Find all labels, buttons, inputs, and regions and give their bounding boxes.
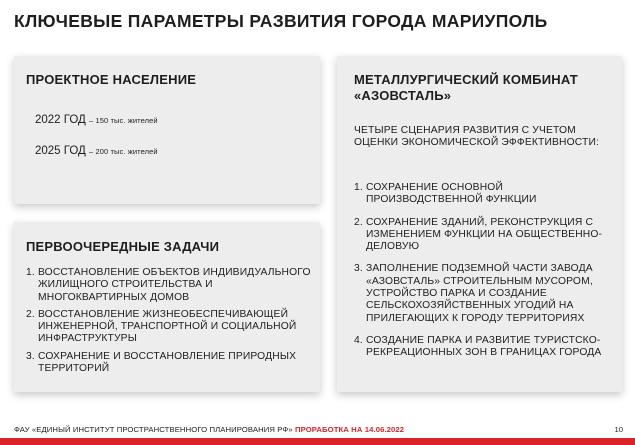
- plant-heading-line: МЕТАЛЛУРГИЧЕСКИЙ КОМБИНАТ: [354, 72, 578, 87]
- list-item: [354, 335, 616, 360]
- list-item-text: СОХРАНЕНИЕ И ВОССТАНОВЛЕНИЕ ПРИРОДНЫХ ТЕРРИТОРИЙ: [38, 350, 297, 375]
- list-item-number: 3.: [26, 350, 35, 362]
- population-value: – 150 тыс. жителей: [89, 116, 158, 125]
- list-item: [354, 263, 616, 324]
- population-panel: [14, 56, 320, 204]
- list-item: [354, 217, 616, 254]
- list-item-text: СОЗДАНИЕ ПАРКА И РАЗВИТИЕ ТУРИСТСКО-РЕКРЕАЦИОННЫХ ЗОН В ГРАНИЦАХ ГОРОДА: [366, 334, 602, 359]
- list-item-number: 2.: [26, 308, 35, 320]
- footer-org: ФАУ «ЕДИНЫЙ ИНСТИТУТ ПРОСТРАНСТВЕННОГО ПЛАНИРОВАНИЯ РФ»: [14, 425, 293, 434]
- plant-heading: [354, 72, 578, 104]
- list-item: [26, 351, 316, 376]
- list-item-number: 2.: [354, 216, 363, 228]
- steel-plant-panel: [337, 56, 622, 392]
- list-item: [354, 182, 616, 207]
- list-item-number: 1.: [354, 182, 363, 193]
- list-item-text: СОХРАНЕНИЕ ЗДАНИЙ, РЕКОНСТРУКЦИЯ С ИЗМЕНЕНИЕМ ФУНКЦИИ НА ОБЩЕСТВЕННО-ДЕЛОВУЮ: [366, 216, 603, 253]
- list-item-number: 1.: [26, 267, 35, 278]
- scenarios-list: [354, 182, 616, 370]
- footer: [14, 425, 404, 434]
- population-year: 2025 ГОД: [35, 145, 86, 157]
- population-heading: ПРОЕКТНОЕ НАСЕЛЕНИЕ: [26, 72, 197, 87]
- list-item: [26, 267, 316, 304]
- list-item: [26, 309, 316, 346]
- tasks-list: [26, 267, 316, 380]
- footer-date: ПРОРАБОТКА НА 14.06.2022: [294, 425, 405, 434]
- tasks-heading: ПЕРВООЧЕРЕДНЫЕ ЗАДАЧИ: [26, 239, 220, 254]
- list-item-text: СОХРАНЕНИЕ ОСНОВНОЙ ПРОИЗВОДСТВЕННОЙ ФУНКЦИИ: [366, 182, 537, 206]
- population-year: 2022 ГОД: [35, 114, 86, 126]
- page-title: КЛЮЧЕВЫЕ ПАРАМЕТРЫ РАЗВИТИЯ ГОРОДА МАРИУПОЛЬ: [14, 11, 548, 31]
- population-row-2025: [35, 145, 158, 157]
- tasks-panel: [14, 222, 320, 392]
- population-row-2022: [35, 114, 158, 126]
- list-item-number: 4.: [354, 334, 363, 346]
- accent-bar: [0, 438, 635, 445]
- page-number: 10: [614, 425, 623, 434]
- plant-heading-line: «АЗОВСТАЛЬ»: [354, 88, 452, 103]
- plant-intro: ЧЕТЫРЕ СЦЕНАРИЯ РАЗВИТИЯ С УЧЕТОМ ОЦЕНКИ ЭКОНОМИЧЕСКОЙ ЭФФЕКТИВНОСТИ:: [354, 125, 600, 149]
- list-item-text: ВОССТАНОВЛЕНИЕ ЖИЗНЕОБЕСПЕЧИВАЮЩЕЙ ИНЖЕНЕРНОЙ, ТРАНСПОРТНОЙ И СОЦИАЛЬНОЙ ИНФРАСТРУКТУРЫ: [38, 308, 297, 345]
- list-item-text: ВОССТАНОВЛЕНИЕ ОБЪЕКТОВ ИНДИВИДУАЛЬНОГО ЖИЛИЩНОГО СТРОИТЕЛЬСТВА И МНОГОКВАРТИРНЫХ ДОМОВ: [38, 267, 311, 303]
- list-item-text: ЗАПОЛНЕНИЕ ПОДЗЕМНОЙ ЧАСТИ ЗАВОДА «АЗОВСТАЛЬ» СТРОИТЕЛЬНЫМ МУСОРОМ, УСТРОЙСТВО ПАРКА И СОЗДАНИЕ СЕЛЬСКОХОЗЯЙСТВЕННЫХ УГОДИЙ НА ПРИЛЕГАЮЩИХ К ГОРОДУ ТЕРРИТОРИЯХ: [366, 263, 593, 324]
- population-value: – 200 тыс. жителей: [89, 147, 158, 156]
- list-item-number: 3.: [354, 263, 363, 275]
